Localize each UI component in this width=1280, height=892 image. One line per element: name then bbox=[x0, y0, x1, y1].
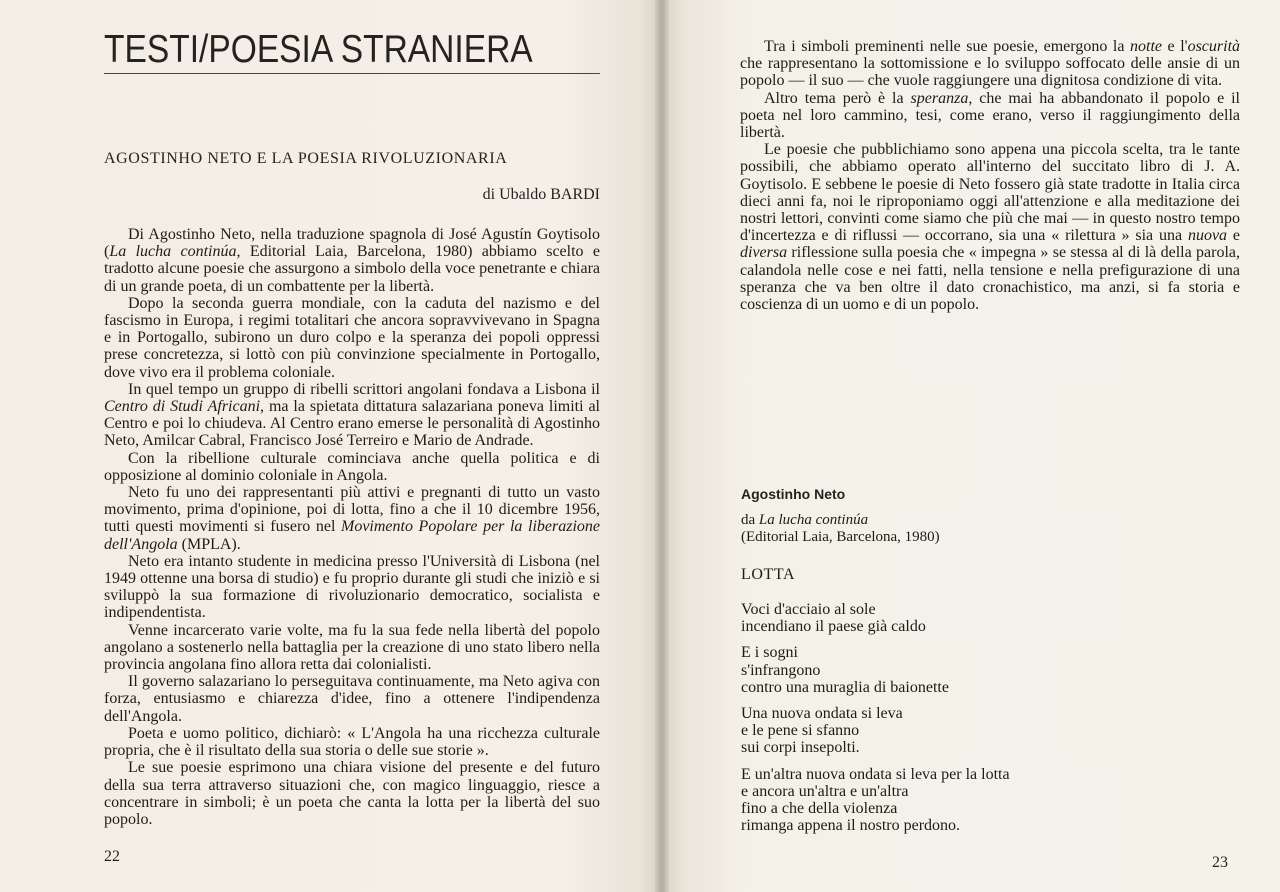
paragraph: Poeta e uomo politico, dichiarò: « L'Angola ha una ricchezza culturale propria, che è il risultato della sua storia o delle sue storie ». bbox=[104, 724, 600, 760]
section-title: TESTI/POESIA STRANIERA bbox=[104, 28, 533, 71]
paragraph: Venne incarcerato varie volte, ma fu la sua fede nella libertà del popolo angolano a sostenerlo nella battaglia per la creazione di uno stato libero nella provincia angolana fino allora retta dai colonialisti. bbox=[104, 621, 600, 674]
left-article-body bbox=[104, 226, 600, 828]
paragraph: Il governo salazariano lo perseguitava continuamente, ma Neto agiva con forza, entusiasmo e chiarezza d'idee, fino a ottenere l'indipendenza dell'Angola. bbox=[104, 673, 600, 725]
poem bbox=[741, 601, 1010, 843]
poem-line: s'infrangono bbox=[741, 661, 821, 679]
poem-line: E un'altra nuova ondata si leva per la lotta bbox=[741, 765, 1010, 783]
right-article-body bbox=[740, 38, 1240, 313]
poem-line: incendiano il paese già caldo bbox=[741, 618, 926, 636]
poem-source bbox=[741, 512, 940, 546]
poem-line: Voci d'acciaio al sole bbox=[741, 601, 876, 618]
paragraph: Le poesie che pubblichiamo sono appena una piccola scelta, tra le tante possibili, che abbiamo operato all'interno del succitato libro di J. A. Goytisolo. E sebbene le poesie di Neto fossero già state tradotte in Italia circa dieci anni fa, noi le riproponiamo oggi all'attenzione e alla meditazione dei nostri lettori, convinti come siamo che più che mai — in questo nostro tempo d'incertezza e di riflussi — occorrano, sia una « rilettura » sia una nuova e diversa riflessione sulla poesia che « impegna » se stessa al di là della parola, calandola nelle cose e nei fatti, nella tensione e nella prefigurazione di una speranza che va ben oltre il dato cronachistico, ma anzi, si fa storia e coscienza di un uomo e di un popolo. bbox=[740, 141, 1240, 314]
paragraph: Le sue poesie esprimono una chiara visione del presente e del futuro della sua terra attraverso situazioni che, con magico linguaggio, riesce a concentrare in simboli; è un poeta che canta la lotta per la libertà del suo popolo. bbox=[104, 759, 600, 828]
paragraph: In quel tempo un gruppo di ribelli scrittori angolani fondava a Lisbona il Centro di Studi Africani, ma la spietata dittatura salazariana poneva limiti al Centro e poi lo chiudeva. Al Centro erano emerse le personalità di Agostinho Neto, Amilcar Cabral, Francisco José Terreiro e Mario de Andrade. bbox=[104, 380, 601, 450]
poem-line: e le pene si sfanno bbox=[741, 722, 860, 740]
poem-line: contro una muraglia di baionette bbox=[741, 678, 949, 696]
poem-line: sui corpi insepolti. bbox=[741, 739, 860, 757]
poem-source-prefix: da bbox=[741, 512, 756, 528]
poem-line: E i sogni bbox=[741, 644, 798, 662]
title-rule bbox=[104, 73, 600, 74]
poem-author: Agostinho Neto bbox=[741, 486, 846, 502]
byline: di Ubaldo BARDI bbox=[482, 186, 600, 203]
poem-line: e ancora un'altra e un'altra bbox=[741, 782, 909, 800]
poem-stanza bbox=[741, 766, 1010, 835]
article-title: AGOSTINHO NETO E LA POESIA RIVOLUZIONARIA bbox=[104, 150, 508, 167]
poem-source-publisher: (Editorial Laia, Barcelona, 1980) bbox=[741, 529, 940, 545]
paragraph: Tra i simboli preminenti nelle sue poesie, emergono la notte e l'oscurità che rappresentano la sottomissione e lo sviluppo soffocato delle ansie di un popolo — il suo — che vuole raggiungere una dignitosa condizione di vita. bbox=[740, 38, 1241, 90]
poem-line: rimanga appena il nostro perdono. bbox=[741, 817, 961, 835]
poem-line: Una nuova ondata si leva bbox=[741, 705, 903, 723]
poem-line: fino a che della violenza bbox=[741, 800, 898, 818]
paragraph: Altro tema però è la speranza, che mai ha abbandonato il popolo e il poeta nel loro cammino, tesi, come erano, verso il raggiungimento della libertà. bbox=[740, 89, 1241, 142]
paragraph: Dopo la seconda guerra mondiale, con la caduta del nazismo e del fascismo in Europa, i regimi totalitari che ancora sopravvivevano in Spagna e in Portogallo, subirono un duro colpo e la speranza dei popoli oppressi prese concretezza, si lottò con più convinzione specialmente in Portogallo, dove vivo era il problema coloniale. bbox=[104, 294, 600, 381]
paragraph: Neto era intanto studente in medicina presso l'Università di Lisbona (nel 1949 ottenne una borsa di studio) e fu proprio durante gli studi che iniziò e si sviluppò la sua formazione di rivoluzionario democratico, socialista e indipendentista. bbox=[104, 552, 600, 622]
poem-stanza bbox=[741, 601, 1010, 635]
poem-source-book: La lucha continúa bbox=[758, 512, 869, 528]
book-gutter bbox=[655, 0, 669, 892]
poem-stanza bbox=[741, 644, 1010, 696]
paragraph: Neto fu uno dei rappresentanti più attivi e pregnanti di tutto un vasto movimento, prima d'opinione, poi di lotta, fino a che il 10 dicembre 1956, tutti questi movimenti si fusero nel Movimento Popolare per la liberazione dell'Angola (MPLA). bbox=[104, 484, 601, 553]
page-number-right: 23 bbox=[1212, 854, 1228, 871]
paragraph: Di Agostinho Neto, nella traduzione spagnola di José Agustín Goytisolo (La lucha continúa, Editorial Laia, Barcelona, 1980) abbiamo scelto e tradotto alcune poesie che assurgono a simbolo della voce penetrante e chiara di un grande poeta, di un combattente per la libertà. bbox=[104, 226, 601, 295]
poem-title: LOTTA bbox=[741, 566, 796, 583]
paragraph: Con la ribellione culturale cominciava anche quella politica e di opposizione al dominio coloniale in Angola. bbox=[104, 449, 600, 484]
page-number-left: 22 bbox=[104, 848, 120, 865]
poem-stanza bbox=[741, 705, 1010, 757]
